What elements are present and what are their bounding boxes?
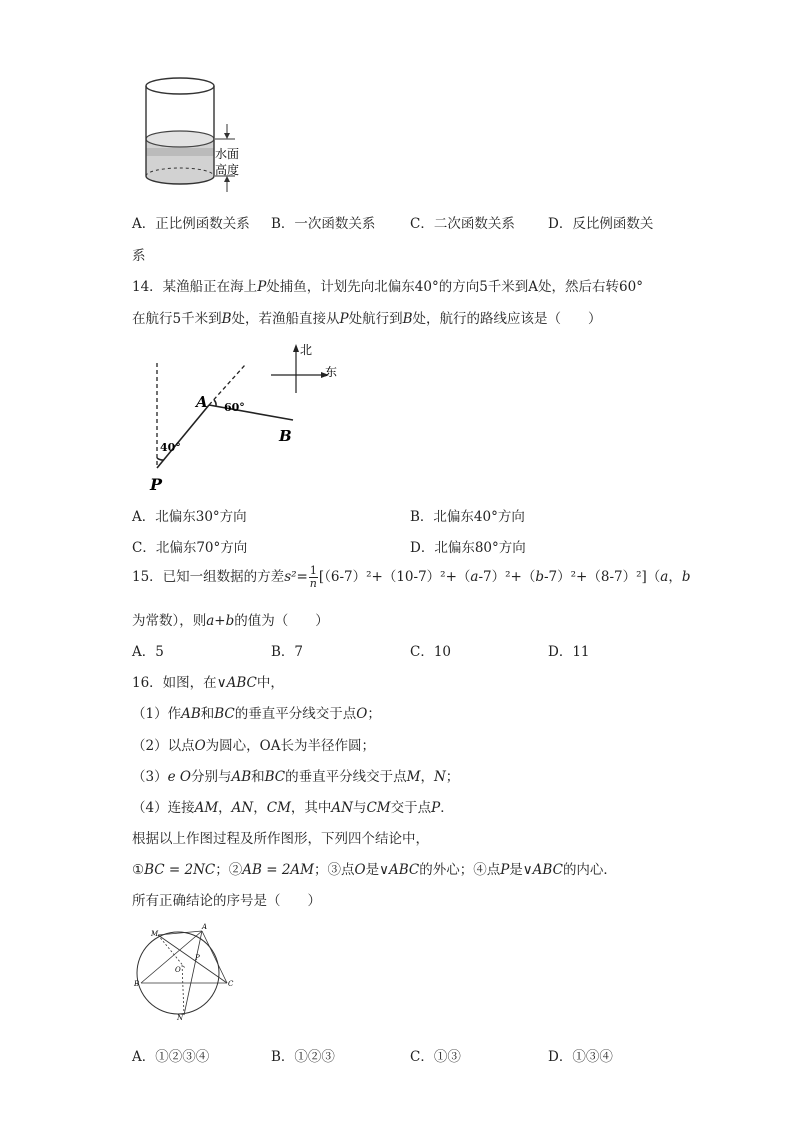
side-ca (202, 931, 227, 983)
fig-label-n: N (177, 1014, 184, 1022)
extension-line (209, 365, 245, 405)
q13-option-b[interactable]: B．一次函数关系 (271, 216, 376, 232)
fraction-1-over-n: $\frac{1}{n}$ (309, 564, 317, 590)
water-surface (146, 131, 214, 147)
water-band (146, 148, 214, 156)
q16-intro: 16．如图，在∨ABC中， (132, 675, 284, 691)
fig-label-o: O (175, 966, 181, 974)
fig-label-a: A (202, 923, 208, 931)
q13-option-d[interactable]: D．反比例函数关 (548, 216, 654, 232)
point-b-label: B (279, 427, 292, 445)
q14-route-figure (140, 338, 355, 498)
cylinder-figure (135, 62, 255, 202)
q14-option-b[interactable]: B．北偏东40°方向 (410, 509, 525, 525)
q16-step-3: （3）e O分别与AB和BC的垂直平分线交于点M，N； (132, 769, 460, 785)
fig-label-m: M (151, 930, 159, 938)
q16-conclusion-intro: 根据以上作图过程及所作图形，下列四个结论中， (132, 831, 429, 847)
angle-60-label: 60° (224, 401, 245, 414)
angle-40-label: 40° (160, 441, 181, 454)
q13-option-d-wrap: 系 (132, 248, 146, 264)
segment-pa (157, 405, 209, 468)
fig-label-b: B (134, 980, 140, 988)
q15-stem-line2: 为常数），则a+b的值为（ ） (132, 613, 329, 629)
east-label: 东 (325, 365, 338, 379)
q16-option-d[interactable]: D．①③④ (548, 1049, 613, 1065)
q14-option-a[interactable]: A．北偏东30°方向 (132, 509, 247, 525)
q16-step-1: （1）作AB和BC的垂直平分线交于点O； (132, 706, 381, 722)
water-height-label-2: 高度 (215, 163, 240, 177)
point-p-label: P (150, 475, 163, 494)
q15-stem-line1: 15．已知一组数据的方差s²= $\frac{1}{n}$ [（6-7）²+（10-7）²+（a-7）²+（b-7）²+（8-7）²]（a，b (132, 564, 691, 590)
q13-option-c[interactable]: C．二次函数关系 (410, 216, 515, 232)
q15-option-b[interactable]: B．7 (271, 644, 304, 660)
point-a-label: A (196, 393, 208, 411)
q15-option-d[interactable]: D．11 (548, 644, 590, 660)
q16-option-c[interactable]: C．①③ (410, 1049, 461, 1065)
q14-stem-line2: 在航行5千米到B处，若渔船直接从P处航行到B处，航行的路线应该是（ ） (132, 311, 602, 327)
q16-ask: 所有正确结论的序号是（ ） (132, 893, 321, 909)
q16-option-b[interactable]: B．①②③ (271, 1049, 335, 1065)
fig-label-c: C (228, 980, 234, 988)
q16-step-2: （2）以点O为圆心，OA长为半径作圆； (132, 738, 375, 754)
north-label: 北 (300, 343, 313, 357)
angle-60-mark (214, 400, 216, 406)
q15-option-a[interactable]: A．5 (132, 644, 164, 660)
q16-conclusions: ①BC = 2NC；②AB = 2AM；③点O是∨ABC的外心；④点P是∨ABC的内心． (132, 862, 617, 878)
q14-stem-line1: 14．某渔船正在海上P处捕鱼，计划先向北偏东40°的方向5千米到A处，然后右转60° (132, 279, 643, 295)
q14-option-d[interactable]: D．北偏东80°方向 (410, 540, 526, 556)
fig-label-p: P (195, 954, 200, 962)
segment-ab (209, 405, 293, 420)
angle-40-mark (157, 458, 164, 460)
q15-option-c[interactable]: C．10 (410, 644, 452, 660)
water-height-label-1: 水面 (215, 147, 240, 161)
q16-step-4: （4）连接AM，AN，CM，其中AN与CM交于点P． (132, 800, 454, 816)
north-arrow-icon (293, 344, 299, 352)
q13-option-a[interactable]: A．正比例函数关系 (132, 216, 250, 232)
q16-option-a[interactable]: A．①②③④ (132, 1049, 210, 1065)
bisector-ab (158, 935, 185, 968)
q16-circle-figure (132, 920, 244, 1032)
cylinder-top (146, 78, 214, 94)
bisector-bc (182, 963, 184, 1015)
q14-option-c[interactable]: C．北偏东70°方向 (132, 540, 248, 556)
